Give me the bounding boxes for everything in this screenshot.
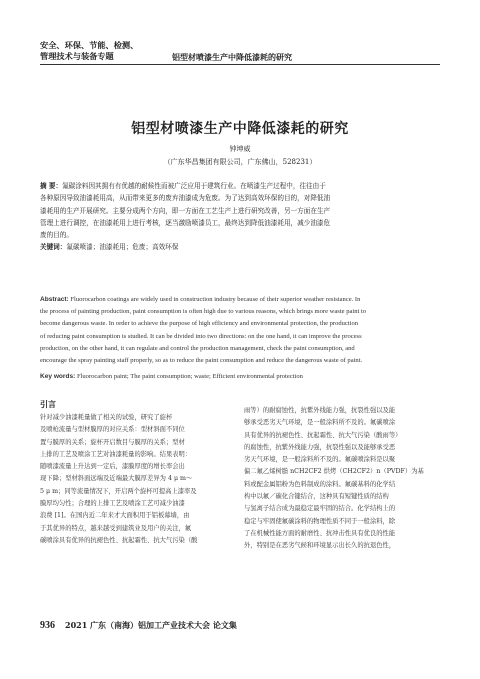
abstract-en bbox=[40, 294, 442, 367]
abstract-en-line: of reducing paint consumption is studied. It can be divided into two directions: on the one hand, it can improve the process bbox=[40, 332, 362, 340]
body-line: 稳定与牢固使氟碳涂料的物理性质不同于一般涂料，除 bbox=[244, 517, 396, 525]
page-number: 936 bbox=[40, 620, 55, 631]
body-column-left bbox=[40, 412, 238, 547]
abstract-cn-line: 漆耗用的生产开展研究。主要分成两个方向，即一方面在工艺生产上进行研究改善，另一方面在生产 bbox=[40, 206, 331, 215]
body-line: 劣天气环境，是一般涂料所不及的。氟碳喷涂料是以聚 bbox=[244, 456, 396, 464]
body-line: 具有优异的抗褪色性、抗起霜性、抗大气污染（酸雨等） bbox=[244, 431, 402, 439]
body-line: 碳喷涂具有优异的抗褪色性、抗起霜性、抗大气污染（酸 bbox=[40, 536, 198, 544]
body-line: 够承受恶劣天气环境，是一般涂料所不及的。氟碳喷涂 bbox=[244, 419, 396, 427]
abstract-cn-line: 各种原因导致油漆耗用高，从而带来更多的废弃油漆成为危废。为了达到高效环保的目的，对降低油 bbox=[40, 194, 331, 203]
abstract-cn-line: 废的目的。 bbox=[40, 231, 73, 240]
body-line: 的腐蚀性，抗紫外线能力强，抗裂性强以及能够承受恶 bbox=[244, 443, 396, 451]
body-line: 5 μ m；同等流量情况下，开启两个旋杯可提高上漆率及 bbox=[40, 487, 197, 495]
body-line: 雨等）的耐腐蚀性，抗紫外线能力强，抗裂性强以及能 bbox=[244, 407, 396, 414]
body-line: 了在机械性能方面的耐磨性、抗冲击性具有优良的性能 bbox=[244, 529, 396, 537]
journal-section-line-2: 管理技术与装备专题 bbox=[40, 51, 114, 61]
proceedings-title: 2021 广东（南海）铝加工产业技术大会 论文集 bbox=[65, 620, 237, 630]
journal-section-line-1: 安全、环保、节能、检测、 bbox=[40, 40, 139, 50]
body-line: 料或配金属铝粉为色料制成的涂料。氟碳基料的化学结 bbox=[244, 480, 396, 488]
body-line: 置与膜厚的关系；旋杯开启数目与膜厚的关系；型材 bbox=[40, 438, 185, 446]
header-rule bbox=[40, 64, 440, 65]
body-line: 于其优异的特点，越来越受到建筑业及用户的关注，氟 bbox=[40, 524, 192, 532]
abstract-cn-label: 摘 要： bbox=[40, 182, 63, 190]
keywords-en-text: Fluorocarbon paint; The paint consumption; waste; Efficient environmental protection bbox=[76, 373, 303, 380]
abstract-en-line: encourage the spray painting staff properly, so as to reduce the paint consumption and reduce the dangerous waste of paint. bbox=[40, 357, 363, 365]
abstract-en-line: become dangerous waste. In order to achieve the purpose of high efficiency and environmental protection, the production bbox=[40, 320, 359, 328]
body-line: 偏二氟乙烯树脂 nCH2CF2 烘烤（CH2CF2）n（PVDF）为基 bbox=[244, 468, 424, 476]
body-line: 随喷漆流量上升达到一定后，漆膜厚度的增长率会出 bbox=[40, 463, 185, 471]
running-title: 铝型材喷漆生产中降低漆耗的研究 bbox=[172, 52, 292, 62]
body-line: 及喷枪流量与型材膜厚的对应关系：型材斜面不同位 bbox=[40, 426, 185, 434]
body-line: 外，特别是在恶劣气候和环境显示出长久的抗退色性， bbox=[244, 542, 396, 550]
keywords-en bbox=[40, 373, 442, 380]
body-column-right bbox=[244, 405, 442, 553]
journal-section-label bbox=[40, 40, 190, 62]
body-line: 与氢离子结合成为最稳定最牢固的结合。化学结构上的 bbox=[244, 505, 396, 513]
author: 钟坤威 bbox=[229, 145, 251, 153]
keywords-cn bbox=[40, 241, 440, 251]
abstract-en-line: the process of painting production, paint consumption is often high due to various reasons, which brings more waste paint to bbox=[40, 308, 367, 316]
body-line: 针对减少油漆耗量做了相关的试验，研究了旋杯 bbox=[40, 414, 173, 421]
keywords-en-label: Key words: bbox=[40, 373, 76, 380]
body-line: 浪费 [1]。在国内近二年来才大面积用于铝板幕墙，由 bbox=[40, 512, 190, 520]
abstract-cn-line: 氟碳涂料因其拥有有优越的耐候性而被广泛应用于建筑行业。在喷漆生产过程中，往往由于 bbox=[62, 182, 326, 190]
abstract-en-line: production, on the other hand, it can regulate and control the production management, check the paint consumption, and bbox=[40, 344, 355, 352]
body-line: 上排的工艺及喷涂工艺对油漆耗量的影响。结果表明： bbox=[40, 450, 192, 458]
body-line: 膜厚均匀性；合理的上排工艺及喷涂工艺可减少油漆 bbox=[40, 500, 185, 508]
keywords-cn-text: 氟碳喷漆；油漆耗用；危废；高效环保 bbox=[66, 243, 179, 251]
section-title: 引言 bbox=[40, 399, 56, 409]
abstract-cn-line: 管理上进行调控，在油漆耗用上进行考核，逐当激励喷漆员工，最终达到降低油漆耗用，减少油漆危 bbox=[40, 218, 331, 227]
body-line: 现下降；型材斜面远端及近端最大膜厚差异为 4 μ m～ bbox=[40, 475, 193, 483]
body-line: 构中以氟／碳化合键结合，这种具有短键性质的结构 bbox=[244, 493, 389, 501]
paper-title: 铝型材喷漆生产中降低漆耗的研究 bbox=[131, 121, 349, 137]
abstract-en-line: Fluorocarbon coatings are widely used in construction industry because of their superior weather resistance. In bbox=[70, 296, 361, 303]
keywords-cn-label: 关键词： bbox=[40, 243, 67, 251]
abstract-cn bbox=[40, 180, 440, 241]
abstract-en-label: Abstract: bbox=[40, 296, 69, 303]
affiliation: （广东华昌集团有限公司，广东佛山，528231） bbox=[163, 158, 317, 166]
page-footer bbox=[40, 620, 237, 631]
